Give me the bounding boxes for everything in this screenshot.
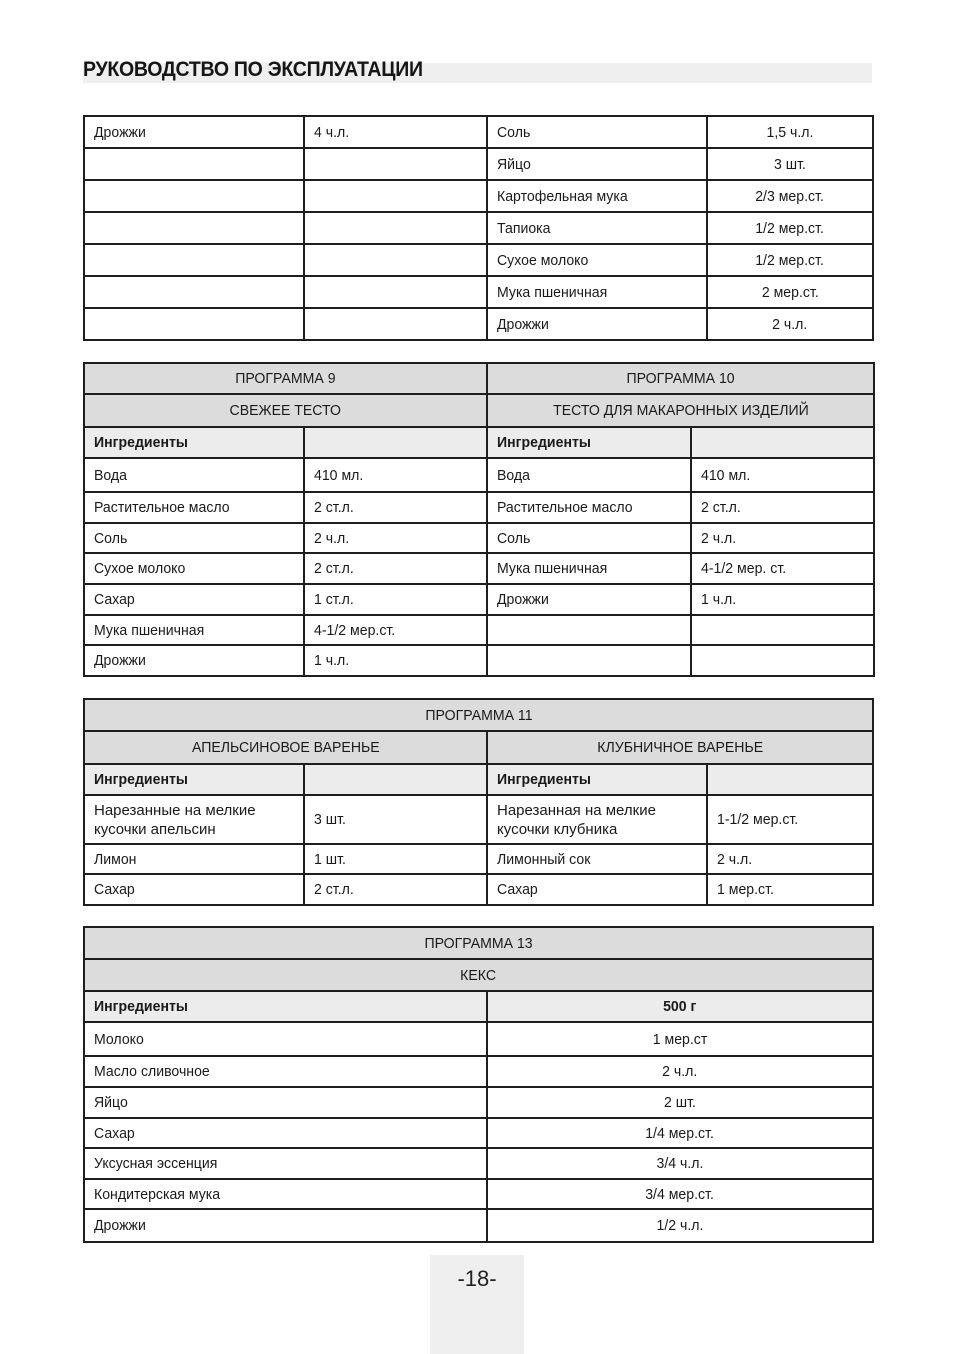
recipe-name-row	[84, 731, 873, 764]
ingredient-cell: Сухое молоко	[487, 244, 707, 276]
ingredient-cell: Мука пшеничная	[84, 615, 304, 645]
recipe-name-fresh-dough: СВЕЖЕЕ ТЕСТО	[84, 394, 487, 427]
ingredient-cell: Вода	[487, 458, 691, 492]
recipe-name-strawberry-jam: КЛУБНИЧНОЕ ВАРЕНЬЕ	[487, 731, 873, 764]
ingredient-cell	[84, 212, 304, 244]
ingredient-cell: Сахар	[84, 584, 304, 615]
ingredient-cell	[84, 276, 304, 308]
ingredient-cell: Нарезанные на мелкие кусочки апельсин	[84, 795, 304, 844]
table-row	[84, 212, 873, 244]
program-9-header: ПРОГРАММА 9	[84, 363, 487, 394]
ingredient-cell	[487, 645, 691, 676]
page-title: РУКОВОДСТВО ПО ЭКСПЛУАТАЦИИ	[83, 58, 423, 81]
table-row	[84, 584, 874, 615]
amount-cell: 1 шт.	[304, 844, 487, 874]
ingredient-cell	[487, 615, 691, 645]
amount-column-header	[304, 427, 487, 458]
recipe-name-pasta-dough: ТЕСТО ДЛЯ МАКАРОННЫХ ИЗДЕЛИЙ	[487, 394, 874, 427]
table-row	[84, 180, 873, 212]
page-number: -18-	[457, 1266, 497, 1291]
amount-column-header	[304, 764, 487, 795]
program-9-10-table	[83, 362, 875, 677]
amount-cell	[304, 180, 487, 212]
amount-cell	[304, 308, 487, 340]
program-11-table	[83, 698, 874, 906]
program-header-row	[84, 363, 874, 394]
continued-ingredients-table	[83, 115, 874, 341]
amount-cell: 2 ст.л.	[304, 874, 487, 905]
recipe-name-cake: КЕКС	[84, 959, 873, 991]
table-row	[84, 116, 873, 148]
amount-cell	[304, 244, 487, 276]
column-header-row	[84, 427, 874, 458]
ingredient-cell: Дрожжи	[84, 116, 304, 148]
ingredient-cell: Уксусная эссенция	[84, 1148, 487, 1179]
amount-cell: 2/3 мер.ст.	[707, 180, 873, 212]
amount-cell: 3 шт.	[707, 148, 873, 180]
table-row	[84, 615, 874, 645]
amount-cell: 1 ч.л.	[691, 584, 874, 615]
ingredient-cell: Дрожжи	[487, 584, 691, 615]
ingredient-cell: Сухое молоко	[84, 553, 304, 584]
ingredient-cell: Растительное масло	[487, 492, 691, 523]
program-10-header: ПРОГРАММА 10	[487, 363, 874, 394]
amount-cell: 1 ч.л.	[304, 645, 487, 676]
ingredient-cell: Вода	[84, 458, 304, 492]
column-header-row	[84, 764, 873, 795]
table-row	[84, 1087, 873, 1118]
amount-cell: 4-1/2 мер.ст.	[304, 615, 487, 645]
table-row	[84, 148, 873, 180]
ingredient-cell: Дрожжи	[487, 308, 707, 340]
amount-cell: 410 мл.	[304, 458, 487, 492]
ingredient-cell: Кондитерская мука	[84, 1179, 487, 1209]
recipe-name-row	[84, 394, 874, 427]
ingredients-column-header: Ингредиенты	[84, 991, 487, 1022]
ingredient-cell: Мука пшеничная	[487, 553, 691, 584]
amount-column-header: 500 г	[487, 991, 873, 1022]
table-row	[84, 1022, 873, 1056]
amount-cell	[691, 645, 874, 676]
ingredient-cell: Соль	[487, 523, 691, 553]
amount-cell: 4-1/2 мер. ст.	[691, 553, 874, 584]
table-row	[84, 1118, 873, 1148]
table-row	[84, 308, 873, 340]
amount-cell: 2 ч.л.	[304, 523, 487, 553]
ingredient-cell: Дрожжи	[84, 1209, 487, 1242]
table-row	[84, 645, 874, 676]
amount-cell: 3/4 мер.ст.	[487, 1179, 873, 1209]
recipe-name-orange-jam: АПЕЛЬСИНОВОЕ ВАРЕНЬЕ	[84, 731, 487, 764]
amount-cell: 1 мер.ст	[487, 1022, 873, 1056]
amount-cell: 2 ч.л.	[707, 308, 873, 340]
amount-cell: 1 ст.л.	[304, 584, 487, 615]
table-row	[84, 492, 874, 523]
amount-column-header	[707, 764, 873, 795]
amount-cell: 2 ч.л.	[691, 523, 874, 553]
amount-cell: 2 мер.ст.	[707, 276, 873, 308]
ingredient-cell: Дрожжи	[84, 645, 304, 676]
ingredient-cell: Тапиока	[487, 212, 707, 244]
ingredient-cell: Соль	[84, 523, 304, 553]
ingredients-column-header: Ингредиенты	[84, 764, 304, 795]
amount-cell: 1/4 мер.ст.	[487, 1118, 873, 1148]
program-13-table	[83, 926, 874, 1243]
program-header-row	[84, 927, 873, 959]
amount-cell: 1-1/2 мер.ст.	[707, 795, 873, 844]
amount-cell: 1/2 мер.ст.	[707, 244, 873, 276]
ingredient-cell	[84, 244, 304, 276]
amount-cell: 1/2 мер.ст.	[707, 212, 873, 244]
ingredient-cell	[84, 308, 304, 340]
ingredient-cell: Соль	[487, 116, 707, 148]
ingredient-cell	[84, 180, 304, 212]
amount-cell: 2 ч.л.	[707, 844, 873, 874]
ingredient-cell: Мука пшеничная	[487, 276, 707, 308]
amount-cell	[304, 148, 487, 180]
ingredient-cell: Яйцо	[84, 1087, 487, 1118]
ingredient-cell: Масло сливочное	[84, 1056, 487, 1087]
ingredient-cell: Сахар	[84, 874, 304, 905]
table-row	[84, 276, 873, 308]
ingredient-cell: Растительное масло	[84, 492, 304, 523]
amount-cell: 2 ст.л.	[691, 492, 874, 523]
table-row	[84, 458, 874, 492]
ingredient-cell	[84, 148, 304, 180]
amount-cell: 1,5 ч.л.	[707, 116, 873, 148]
table-row	[84, 553, 874, 584]
table-row	[84, 1148, 873, 1179]
ingredient-cell: Сахар	[487, 874, 707, 905]
ingredient-cell: Картофельная мука	[487, 180, 707, 212]
table-row	[84, 844, 873, 874]
program-11-header: ПРОГРАММА 11	[84, 699, 873, 731]
amount-cell: 2 шт.	[487, 1087, 873, 1118]
ingredient-cell: Молоко	[84, 1022, 487, 1056]
program-header-row	[84, 699, 873, 731]
amount-cell	[304, 276, 487, 308]
table-row	[84, 1179, 873, 1209]
ingredient-cell: Нарезанная на мелкие кусочки клубника	[487, 795, 707, 844]
amount-cell: 2 ч.л.	[487, 1056, 873, 1087]
amount-cell: 3 шт.	[304, 795, 487, 844]
ingredients-column-header: Ингредиенты	[84, 427, 304, 458]
ingredient-cell: Яйцо	[487, 148, 707, 180]
amount-cell	[304, 212, 487, 244]
ingredient-cell: Сахар	[84, 1118, 487, 1148]
amount-column-header	[691, 427, 874, 458]
table-row	[84, 1056, 873, 1087]
amount-cell: 1 мер.ст.	[707, 874, 873, 905]
ingredient-cell: Лимонный сок	[487, 844, 707, 874]
column-header-row	[84, 991, 873, 1022]
table-row	[84, 244, 873, 276]
table-row	[84, 795, 873, 844]
table-row	[84, 523, 874, 553]
amount-cell: 4 ч.л.	[304, 116, 487, 148]
amount-cell: 410 мл.	[691, 458, 874, 492]
amount-cell: 1/2 ч.л.	[487, 1209, 873, 1242]
amount-cell: 2 ст.л.	[304, 553, 487, 584]
amount-cell	[691, 615, 874, 645]
program-13-header: ПРОГРАММА 13	[84, 927, 873, 959]
ingredients-column-header: Ингредиенты	[487, 427, 691, 458]
table-row	[84, 874, 873, 905]
amount-cell: 2 ст.л.	[304, 492, 487, 523]
ingredients-column-header: Ингредиенты	[487, 764, 707, 795]
ingredient-cell: Лимон	[84, 844, 304, 874]
table-row	[84, 1209, 873, 1242]
recipe-name-row	[84, 959, 873, 991]
amount-cell: 3/4 ч.л.	[487, 1148, 873, 1179]
